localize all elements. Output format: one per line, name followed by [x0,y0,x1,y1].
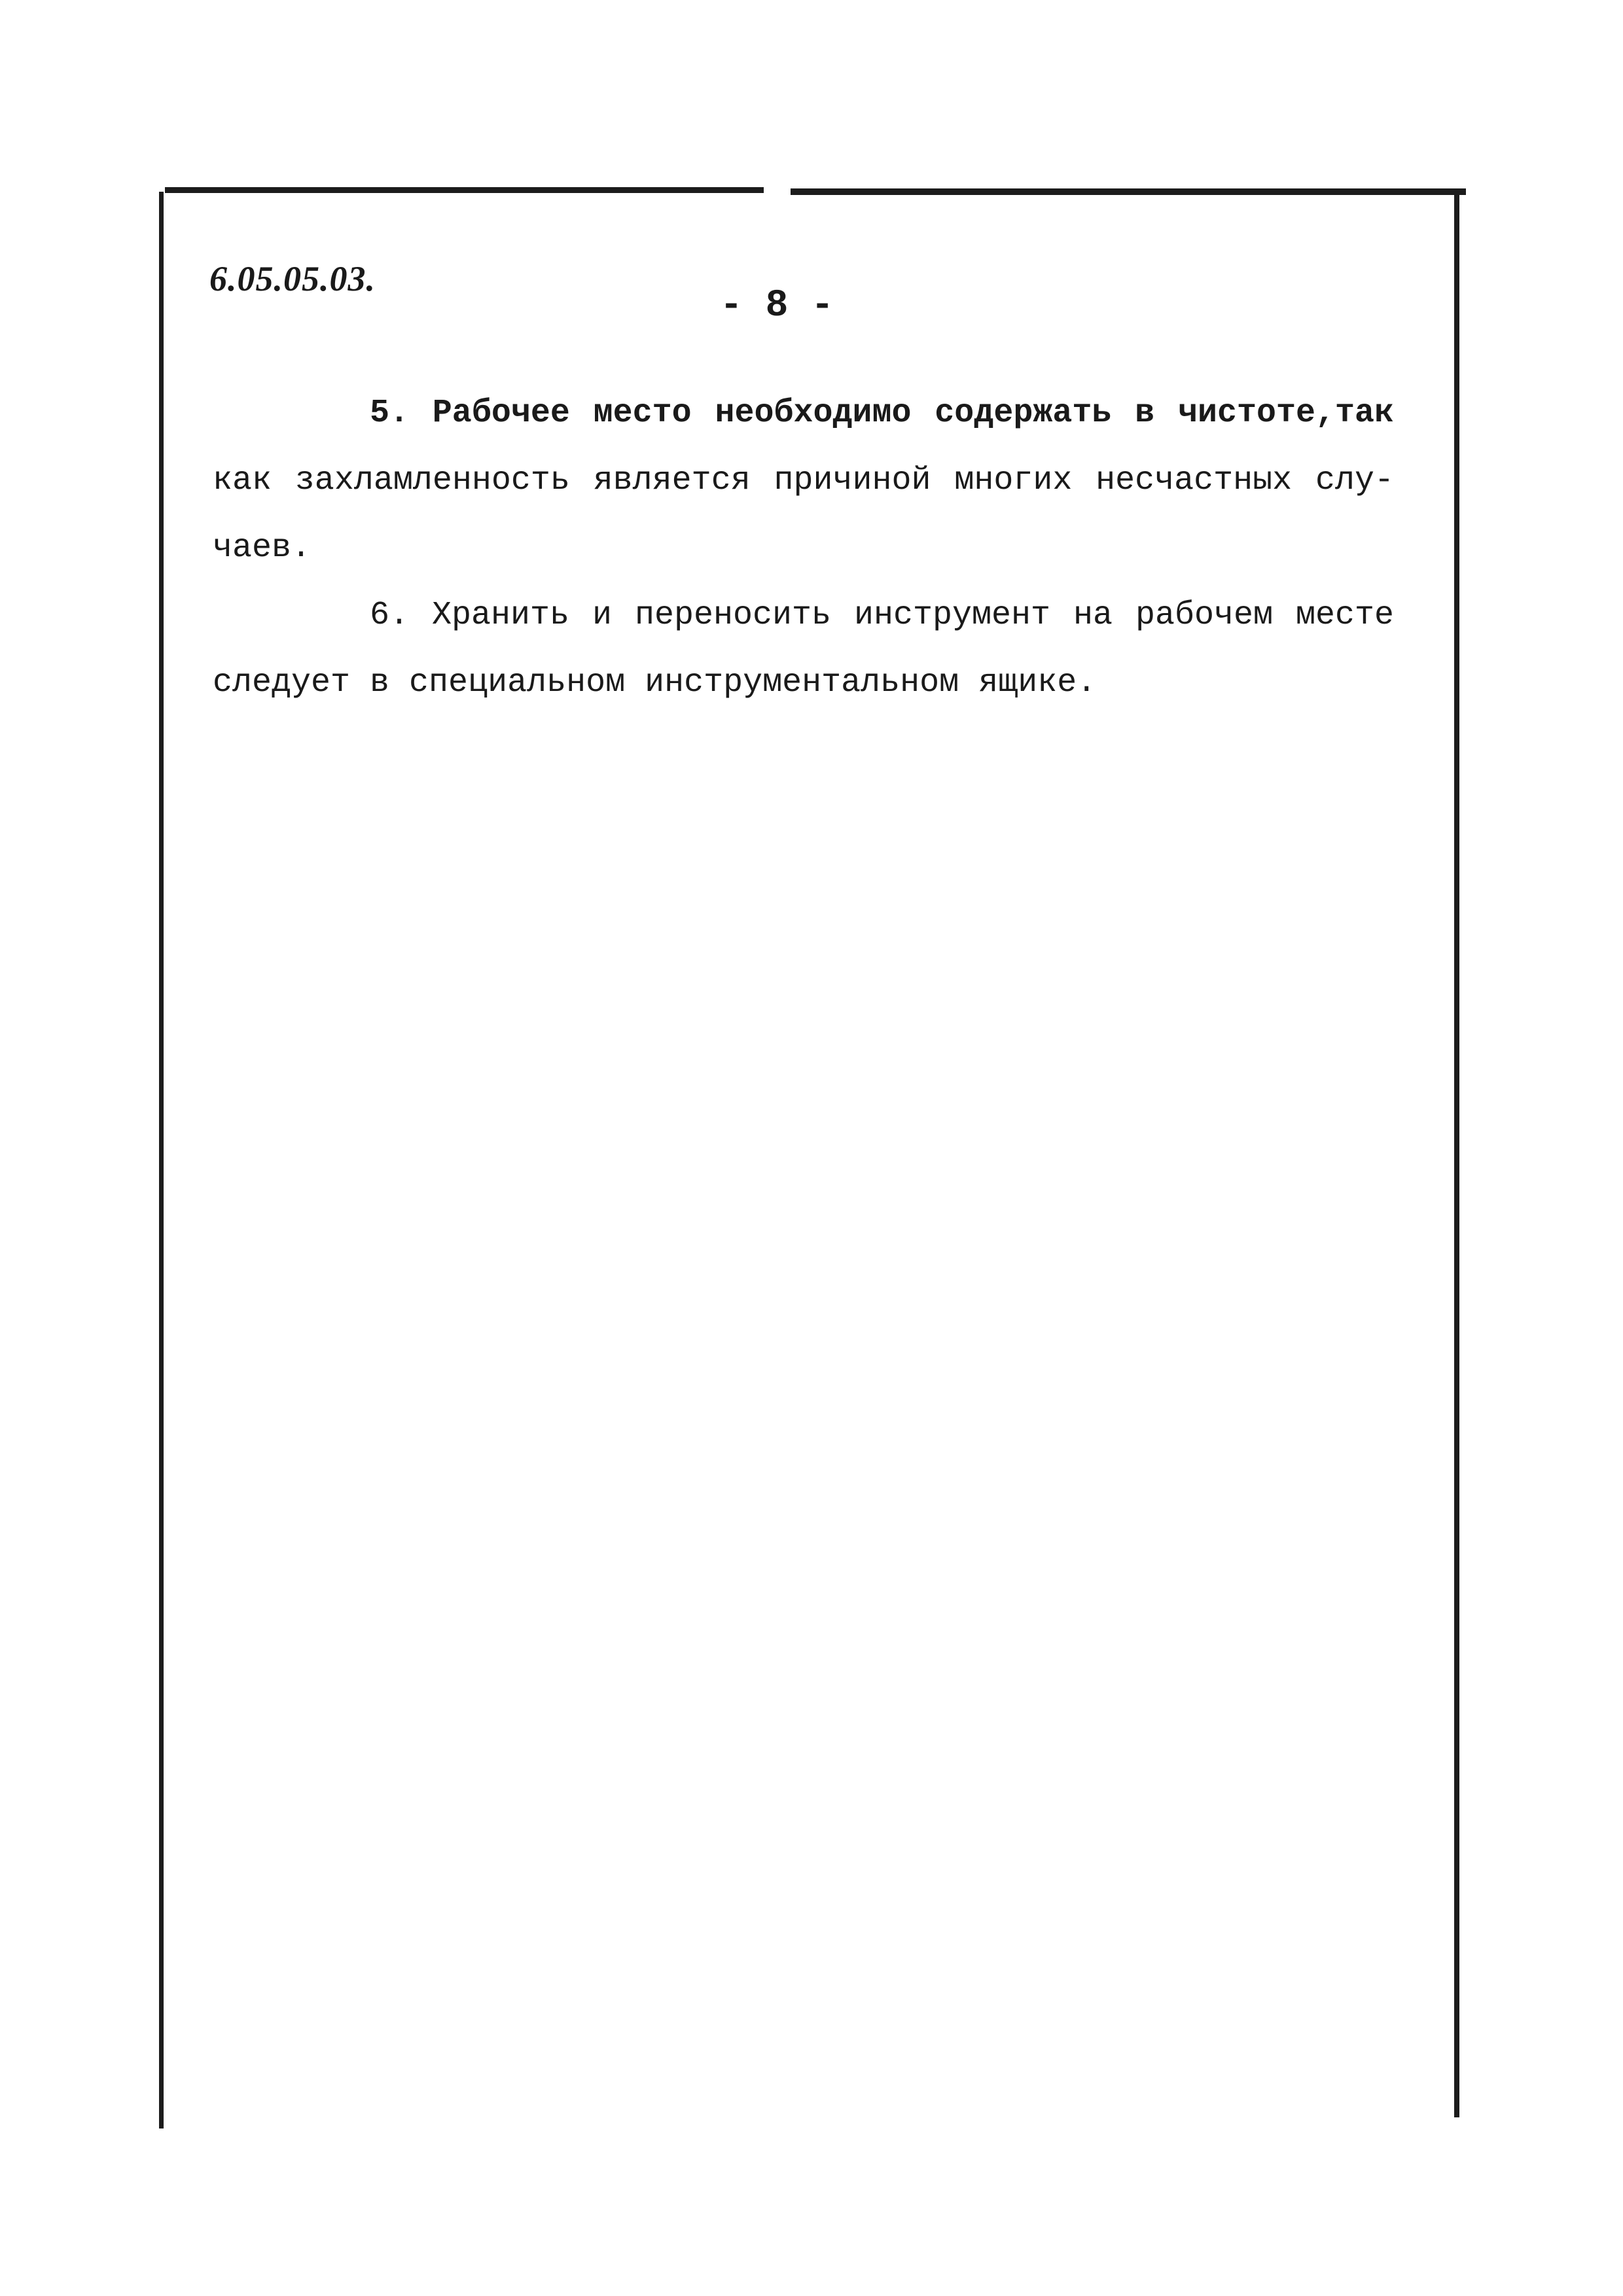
frame-right-line [1454,194,1459,2117]
frame-top-line-right [791,188,1466,195]
paragraph-line: чаев. [213,529,312,567]
paragraph-5 [213,380,1394,582]
frame-left-line [159,192,164,2128]
document-code: 6.05.05.03. [209,259,376,298]
page-number: - 8 - [720,285,834,327]
paragraph-6 [213,582,1394,716]
frame-top-line-left [165,187,764,193]
paragraph-line: 6. Хранить и переносить инструмент на рабочем месте [370,597,1394,634]
document-body [213,380,1394,716]
paragraph-line: следует в специальном инструментальном ящике. [213,664,1097,701]
paragraph-line: 5. Рабочее место необходимо содержать в чистоте,так [370,395,1394,432]
paragraph-line: как захламленность является причиной многих несчастных слу- [213,462,1394,499]
